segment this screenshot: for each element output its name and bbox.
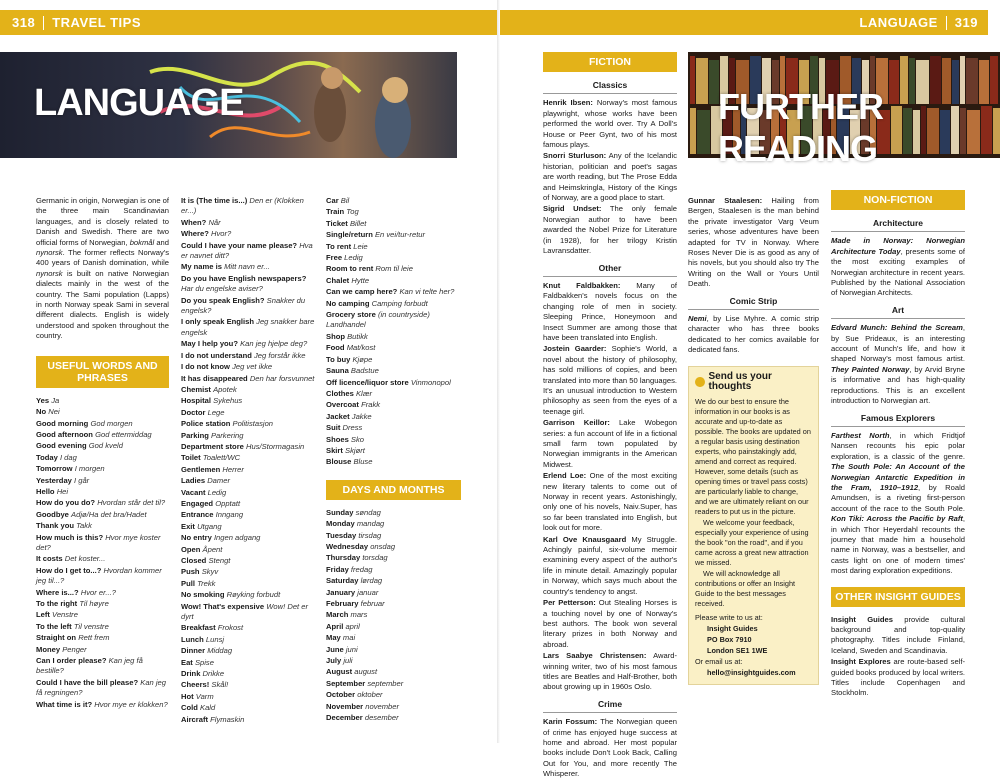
phrase-entry: Single/return En vei/tur-retur <box>326 230 426 240</box>
crime-heading: Crime <box>543 699 677 713</box>
phrase-entry: Ticket Billet <box>326 218 367 228</box>
other-entry: Jostein Gaarder: Sophie's World, a novel about the history of philosophy, has sold millions of copies, and been translated into more than 50 languages. It's an unusual introduction to Western philosophy as seen from the eyes of a teenage girl. <box>543 344 677 416</box>
phrase-entry: Room to rent Rom til leie <box>326 264 413 274</box>
phrase-entry: How much is this? Hvor mye koster det? <box>36 532 161 552</box>
phrase-entry: To buy Kjøpe <box>326 354 373 364</box>
phrase-entry: Goodbye Adjø/Ha det bra/Hadet <box>36 509 147 519</box>
phrase-entry: Chalet Hytte <box>326 275 370 285</box>
phrase-entry: Entrance Inngang <box>181 510 244 520</box>
phrase-entry: Tomorrow I morgen <box>36 464 105 474</box>
phrase-entry: How do I get to...? Hvordan kommer jeg til...? <box>36 565 162 586</box>
phrase-entry: Breakfast Frokost <box>181 623 244 633</box>
phrase-entry: Hospital Sykehus <box>181 396 243 406</box>
phrase-entry: July juli <box>326 656 353 666</box>
feedback-p4: Please write to us at: <box>695 612 763 622</box>
phrase-entry: Free Ledig <box>326 253 363 263</box>
language-title: LANGUAGE <box>34 82 244 124</box>
phrase-entry: Chemist Apotek <box>181 384 237 394</box>
phrase-entry: November november <box>326 701 400 711</box>
phrase-entry: Good morning God morgen <box>36 418 133 428</box>
phrase-entry: June juni <box>326 644 358 654</box>
phrase-entry: Closed Stengt <box>181 556 231 565</box>
phrase-entry: May I help you? Kan jeg hjelpe deg? <box>181 339 308 349</box>
other-entry: Lars Saabye Christensen: Award-winning writer, two of his most famous titles are Beatles and Half-Brother, both about growing up in 1960s Oslo. <box>543 651 678 692</box>
crime-entry-fossum: Karin Fossum: The Norwegian queen of crime has enjoyed huge success at home and abroad. Her most popular books include Don't Look Back, Calling Out for You, and more recently The Whisperer. <box>543 717 677 779</box>
further-reading-hero-image <box>688 52 1000 169</box>
phrase-entry: Can we camp here? Kan vi telte her? <box>326 287 455 297</box>
feedback-p1: We do our best to ensure the information in our books is as accurate and up-to-date as possible. The books are updated on a regular basis using destination experts, who painstakingly add, amend and correct as required. However, some details (such as opening times or travel pass costs) are particularly liable to change, and we are ultimately reliant on our readers to put us in the picture. <box>695 396 811 516</box>
phrase-entry: March mars <box>326 610 368 620</box>
nonfiction-heading: NON-FICTION <box>831 190 965 210</box>
book-spine <box>697 110 710 154</box>
phrase-entry: Shop Butikk <box>326 331 368 341</box>
other-entry: Per Petterson: Out Stealing Horses is a touching novel by one of Norway's best authors. The book won several literary prizes in both Norway and abroad. <box>543 598 677 649</box>
phrase-entry: Can I order please? Kan jeg få bestille? <box>36 656 143 676</box>
phrase-entry: Parking Parkering <box>181 430 244 440</box>
phrase-entry: To the right Til høyre <box>36 599 109 608</box>
phrase-entry: Ladies Damer <box>181 476 230 486</box>
phrase-entry: No smoking Røyking forbudt <box>181 590 281 600</box>
left-page-number: 318 <box>12 15 36 30</box>
phrase-entry: Grocery store (in countryside) Landhandel <box>326 310 430 330</box>
phrase-list-2 <box>181 196 316 725</box>
phrase-entry: I do not understand Jeg forstår ikke <box>181 350 306 360</box>
right-section-title: LANGUAGE <box>859 15 938 30</box>
phrase-entry: Money Penger <box>36 644 87 654</box>
phrase-list-3 <box>326 196 461 468</box>
phrase-entry: Shoes Sko <box>326 434 365 444</box>
explorers-entry: Farthest North, in which Fridtjof Nansen recounts his epic polar exploration, is a classic of the genre. The South Pole: An Account of the Norwegian Antarctic Expedition in the Fram, 1910–1912, by Roald Amundsen, is a riveting first-person account of the race to the South Pole. Kon Tiki: Across the Pacific by Raft, in which Thor Heyerdahl recounts the journey that made him a household name in Norway, was a bestseller, and casts light on one of modern times' most daring exploration expeditions. <box>831 430 965 576</box>
phrase-entry: Could I have the bill please? Kan jeg få regningen? <box>36 677 167 698</box>
phrase-entry: Left Venstre <box>36 610 78 620</box>
feedback-p2: We welcome your feedback, especially your experience of using the book "on the road", and if you came across a great new attraction we missed. <box>695 517 809 567</box>
phrase-entry: Engaged Opptatt <box>181 498 241 508</box>
days-months-heading: DAYS AND MONTHS <box>326 480 461 500</box>
intro-paragraph: Germanic in origin, Norwegian is one of the three main Scandinavian languages, and is closely related to Danish and Swedish. There are two official forms of Norwegian, bokmål and nynorsk. The former reflects Norway's 400 years of Danish domination, while nynorsk is built on native Norwegian dialects mainly in the west of the country. The Sami population (Lapps) in north Norway speak Sami in several different dialects. English is widely understood and spoken throughout the country. <box>36 196 170 341</box>
book-spine <box>690 56 695 104</box>
phrase-entry: It is (The time is...) Den er (Klokken er...) <box>181 196 304 216</box>
classics-list <box>543 98 677 256</box>
phrase-entry: Vacant Ledig <box>181 487 227 497</box>
right-page <box>500 0 1000 779</box>
phrase-entry: Doctor Lege <box>181 407 225 417</box>
phrase-entry: Off licence/liquor store Vinmonopol <box>326 377 451 387</box>
left-column-2 <box>181 196 316 726</box>
crime-column <box>688 196 819 685</box>
phrase-entry: Police station Politistasjon <box>181 419 274 429</box>
left-running-header <box>0 10 500 35</box>
comic-entry: Nemi, by Lise Myhre. A comic strip character who has three books dedicated to her comics available for dedicated fans. <box>688 314 819 355</box>
phrase-entry: Wednesday onsdag <box>326 541 396 551</box>
crime-entry-staalesen: Gunnar Staalesen: Hailing from Bergen, Staalesen is the man behind the private investigator Varg Veum series, whose adventures have been adapted for TV in Norway. Where Roses Never Die is as good as any of his novels, but you should also try The Writing on the Wall or Yours Until Death. <box>688 196 819 289</box>
book-spine <box>690 108 696 154</box>
feedback-heading-text: Send us your thoughts <box>708 370 772 392</box>
fiction-heading: FICTION <box>543 52 677 72</box>
classics-heading: Classics <box>543 80 677 94</box>
comic-strip-heading: Comic Strip <box>688 296 819 310</box>
phrase-entry: No camping Camping forbudt <box>326 298 428 308</box>
architecture-heading: Architecture <box>831 218 965 232</box>
feedback-box <box>688 366 819 685</box>
phrase-entry: Gentlemen Herrer <box>181 464 244 474</box>
left-section-title: TRAVEL TIPS <box>52 15 142 30</box>
language-hero-image <box>0 52 457 158</box>
phrase-entry: It costs Det koster... <box>36 554 106 564</box>
phrase-entry: Open Åpent <box>181 544 223 554</box>
phrase-entry: To rent Leie <box>326 241 368 251</box>
phrase-entry: When? Når <box>181 217 221 227</box>
phrase-entry: Sauna Badstue <box>326 366 379 376</box>
phrase-entry: Toilet Toalett/WC <box>181 453 241 463</box>
fiction-column <box>543 52 677 781</box>
address-line-1: Insight Guides <box>707 623 758 633</box>
phrase-entry: Thursday torsdag <box>326 553 388 563</box>
phrase-entry: January januar <box>326 587 379 597</box>
phrase-entry: No Nei <box>36 407 60 417</box>
phrase-entry: Wow! That's expensive Wow! Det er dyrt <box>181 601 309 622</box>
phrase-entry: May mai <box>326 633 356 643</box>
phrase-entry: Suit Dress <box>326 423 363 433</box>
art-entry-munch: Edvard Munch: Behind the Scream, by Sue Prideaux, is an interesting account of Munch's life, and how it shaped Norway's most famous artist. They Painted Norway, by Arvid Bryne is informative and has high-quality reproductions. This is an excellent introduction to Norwegian art. <box>831 323 965 406</box>
phrase-entry: December desember <box>326 713 399 723</box>
phrase-entry: Sunday søndag <box>326 507 381 517</box>
further-reading-title: FURTHER READING <box>718 86 883 169</box>
phrase-entry: Monday mandag <box>326 519 385 529</box>
phrase-entry: I do not know Jeg vet ikke <box>181 362 273 372</box>
phrase-entry: Car Bil <box>326 196 350 205</box>
phrase-entry: Where? Hvor? <box>181 229 232 239</box>
nonfiction-column <box>831 190 965 700</box>
phrase-entry: Do you have English newspapers? Har du engelske aviser? <box>181 273 307 294</box>
phrase-entry: Friday fredag <box>326 564 373 574</box>
phrase-entry: February februar <box>326 599 385 608</box>
phrase-entry: Department store Hus/Stormagasin <box>181 441 305 451</box>
phrase-entry: Lunch Lunsj <box>181 634 225 644</box>
phrase-entry: Could I have your name please? Hva er navnet ditt? <box>181 240 313 261</box>
phrase-entry: Train Tog <box>326 207 359 217</box>
chat-bubble-icon <box>695 377 705 387</box>
phrase-entry: Clothes Klær <box>326 388 373 398</box>
phrase-entry: How do you do? Hvordan står det til? <box>36 498 166 508</box>
classics-entry: Henrik Ibsen: Norway's most famous playwright, whose works have been performed the world over. Try A Doll's House or Peer Gynt, two of his most famous plays. <box>543 98 677 150</box>
phrase-entry: Do you speak English? Snakker du engelsk? <box>181 295 306 316</box>
phrase-entry: It has disappeared Den har forsvunnet <box>181 373 315 383</box>
other-heading: Other <box>543 263 677 277</box>
phrase-entry: What time is it? Hvor mye er klokken? <box>36 699 168 709</box>
days-list <box>326 508 461 724</box>
phrase-entry: Eat Spise <box>181 657 214 667</box>
phrase-entry: Hello Hei <box>36 486 69 496</box>
feedback-heading <box>695 372 812 392</box>
architecture-entry: Made in Norway: Norwegian Architecture Today, presents some of the most exciting examples of Norwegian architecture in recent years. Published by the National Association of Norwegian Architects. <box>831 236 965 298</box>
phrase-entry: Today I dag <box>36 452 77 462</box>
feedback-p5: Or email us at: <box>695 656 743 666</box>
phrase-entry: My name is Mitt navn er... <box>181 262 270 272</box>
phrase-entry: Jacket Jakke <box>326 411 372 421</box>
left-column-1 <box>36 196 169 711</box>
other-guides-heading: OTHER INSIGHT GUIDES <box>831 587 965 607</box>
phrase-entry: To the left Til venstre <box>36 621 109 631</box>
phrase-entry: Tuesday tirsdag <box>326 530 382 540</box>
phrase-entry: Hot Varm <box>181 691 214 701</box>
explorers-heading: Famous Explorers <box>831 413 965 427</box>
phrase-entry: Blouse Bluse <box>326 457 373 467</box>
other-guides-entry-2: Insight Explores are route-based self-guided books produced by local writers. Titles include Copenhagen and Stockholm. <box>831 657 965 698</box>
phrase-entry: Yes Ja <box>36 395 60 405</box>
phrase-entry: Straight on Rett frem <box>36 633 110 643</box>
phrase-entry: Where is...? Hvor er...? <box>36 587 116 597</box>
useful-words-heading: USEFUL WORDS AND PHRASES <box>36 356 169 388</box>
address-line-3: London SE1 1WE <box>707 645 768 655</box>
other-entry: Karl Ove Knausgaard My Struggle. Achingly painful, six-volume memoir examining every aspect of the author's life in minute detail. Amazingly popular in Norway, which says much about the country's tendency to angst. <box>543 534 677 596</box>
other-entry: Garrison Keillor: Lake Wobegon series: a fun account of life in a fictional small farm town populated by Norwegian immigrants in the American Midwest. <box>543 418 678 469</box>
left-column-3 <box>326 196 461 724</box>
phrase-entry: Aircraft Flymaskin <box>181 714 245 724</box>
phrase-entry: Exit Utgang <box>181 521 222 531</box>
right-page-number: 319 <box>954 15 978 30</box>
phrase-entry: I only speak English Jeg snakker bare engelsk <box>181 317 315 337</box>
classics-entry: Snorri Sturluson: Any of the Icelandic historian, politician and poet's sagas are worth reading, but The Prose Edda and Heimskringla, History of the Kings of Norway, are a good place to start. <box>543 151 677 203</box>
phrase-entry: No entry Ingen adgang <box>181 533 261 543</box>
other-list <box>543 281 677 693</box>
phrase-entry: Dinner Middag <box>181 646 233 656</box>
art-heading: Art <box>831 305 965 319</box>
right-running-header <box>500 10 988 35</box>
phrase-entry: April april <box>326 621 360 631</box>
feedback-email[interactable]: hello@insightguides.com <box>707 667 796 677</box>
phrase-entry: Thank you Takk <box>36 521 92 531</box>
other-entry: Erlend Loe: One of the most exciting new literary talents to come out of Norway in recent years. Astonishingly, only one of his novels, Naiv.Super, has so far been translated into English, but look out for more. <box>543 471 677 533</box>
phrase-entry: Drink Drikke <box>181 669 225 679</box>
phrase-entry: Skirt Skjørt <box>326 445 365 455</box>
classics-entry: Sigrid Undset: The only female Norwegian author to have been awarded the Nobel Prize for Literature (in 1928), for her trilogy Kristin Lavransdatter. <box>543 204 677 256</box>
phrase-entry: September september <box>326 678 404 688</box>
other-guides-entry-1: Insight Guides provide cultural background and top-quality photography. Titles include Finland, Iceland, Sweden and Scandinavia. <box>831 614 965 655</box>
phrase-entry: Push Skyv <box>181 567 219 577</box>
address-line-2: PO Box 7910 <box>707 634 752 644</box>
phrase-entry: Yesterday I går <box>36 475 90 485</box>
book-spine <box>696 58 708 104</box>
phrase-entry: August august <box>326 667 378 677</box>
left-page <box>0 0 500 743</box>
phrase-entry: Food Mat/kost <box>326 343 376 353</box>
feedback-p3: We will acknowledge all contributions or offer an Insight Guide to the best messages received. <box>695 568 796 608</box>
phrase-entry: October oktober <box>326 690 383 700</box>
phrase-entry: Overcoat Frakk <box>326 400 381 410</box>
phrase-entry: Pull Trekk <box>181 578 216 588</box>
phrase-entry: Cheers! Skål! <box>181 680 229 690</box>
phrase-entry: Good afternoon God ettermiddag <box>36 429 152 439</box>
phrase-entry: Cold Kald <box>181 703 216 713</box>
phrase-entry: Saturday lørdag <box>326 576 383 586</box>
phrase-list-1 <box>36 396 169 710</box>
other-entry: Knut Faldbakken: Many of Faldbakken's novels focus on the changing role of men in society. Sleeping Prince, Honeymoon and Insect Summer are among those that have been translated into English. <box>543 280 677 342</box>
phrase-entry: Good evening God kveld <box>36 441 123 451</box>
